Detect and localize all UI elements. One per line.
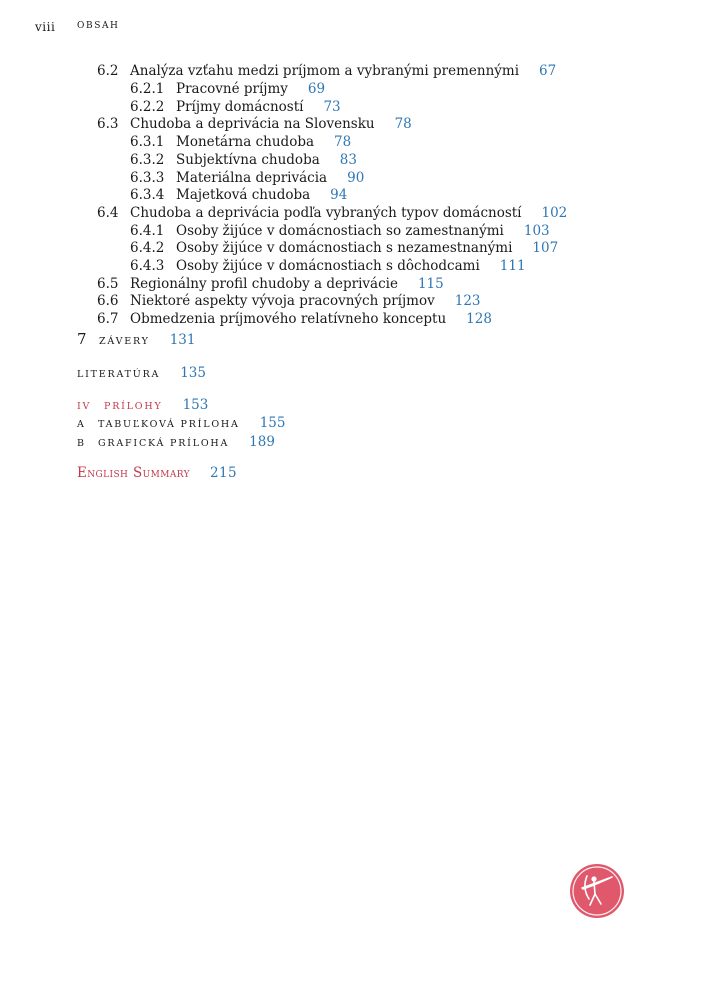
toc-page-link[interactable]: 115 <box>417 276 444 292</box>
toc-entry[interactable]: 6.3.1 Monetárna chudoba 78 <box>130 134 352 150</box>
toc-entry[interactable]: 6.3.2 Subjektívna chudoba 83 <box>130 152 357 168</box>
toc-page-link[interactable]: 78 <box>334 134 352 150</box>
toc-entry-title: Analýza vzťahu medzi príjmom a vybranými premennými <box>130 63 520 79</box>
toc-entry[interactable]: 6.2 Analýza vzťahu medzi príjmom a vybranými premennými 67 <box>97 63 557 79</box>
toc-entry-title: Osoby žijúce v domácnostiach so zamestnanými <box>176 223 504 239</box>
chapter-title: OBSAH <box>77 21 120 31</box>
page-number: viii <box>35 20 56 34</box>
toc-chapter-entry[interactable] <box>77 364 206 384</box>
toc-entry-title: Pracovné príjmy <box>176 81 288 97</box>
toc-page-link[interactable]: 73 <box>323 99 341 115</box>
toc-appendix-entry[interactable]: B GRAFICKÁ PRÍLOHA 189 <box>77 434 275 450</box>
toc-page-link[interactable]: 102 <box>541 205 568 221</box>
toc-page-link[interactable]: 83 <box>339 152 357 168</box>
archer-figure-icon <box>570 864 624 918</box>
toc-english-summary-entry[interactable] <box>77 464 237 482</box>
toc-entry[interactable]: 6.4.1 Osoby žijúce v domácnostiach so zamestnanými 103 <box>130 223 550 239</box>
toc-entry[interactable]: 6.6 Niektoré aspekty vývoja pracovných príjmov 123 <box>97 293 481 309</box>
toc-entry[interactable]: 6.3.4 Majetková chudoba 94 <box>130 187 348 203</box>
toc-chapter-title: ZÁVERY <box>99 336 150 347</box>
toc-chapter-title: LITERATÚRA <box>77 369 161 380</box>
toc-entry-title: Osoby žijúce v domácnostiach s nezamestnanými <box>176 240 513 256</box>
toc-page-link[interactable]: 90 <box>347 170 365 186</box>
toc-entry[interactable]: 6.7 Obmedzenia príjmového relatívneho konceptu 128 <box>97 311 492 327</box>
toc-entry[interactable]: 6.4.2 Osoby žijúce v domácnostiach s nezamestnanými 107 <box>130 240 559 256</box>
toc-entry-title: Materiálna deprivácia <box>176 170 328 186</box>
toc-page-link[interactable]: 78 <box>394 116 412 132</box>
toc-page-link[interactable]: 135 <box>180 365 206 381</box>
toc-page-link[interactable]: 131 <box>169 332 196 348</box>
toc-entry-title: Príjmy domácností <box>176 99 304 115</box>
toc-page-link[interactable]: 153 <box>182 397 209 413</box>
toc-english-summary-title: English Summary <box>77 465 190 481</box>
toc-page-link[interactable]: 103 <box>523 223 550 239</box>
toc-entry[interactable]: 6.5 Regionálny profil chudoby a deprivácie 115 <box>97 276 444 292</box>
toc-appendix-entry[interactable]: A TABUĽKOVÁ PRÍLOHA 155 <box>77 415 286 431</box>
toc-appendix-title: GRAFICKÁ PRÍLOHA <box>98 438 230 449</box>
toc-entry[interactable]: 6.4 Chudoba a deprivácia podľa vybraných typov domácností 102 <box>97 205 568 221</box>
toc-part-entry[interactable]: IV PRÍLOHY 153 <box>77 397 209 413</box>
toc-entry[interactable]: 6.2.1 Pracovné príjmy 69 <box>130 81 326 97</box>
toc-page-link[interactable]: 155 <box>259 415 286 431</box>
toc-page-link[interactable]: 111 <box>499 258 526 274</box>
toc-page-link[interactable]: 128 <box>466 311 492 327</box>
toc-entry-title: Majetková chudoba <box>176 187 311 203</box>
toc-entry[interactable]: 6.2.2 Príjmy domácností 73 <box>130 99 341 115</box>
publisher-logo-archer-icon <box>570 864 624 918</box>
toc-entry[interactable]: 6.3 Chudoba a deprivácia na Slovensku 78 <box>97 116 412 132</box>
toc-page-link[interactable]: 123 <box>454 293 481 309</box>
toc-appendix-title: TABUĽKOVÁ PRÍLOHA <box>98 419 240 430</box>
toc-entry-title: Chudoba a deprivácia na Slovensku <box>130 116 375 132</box>
toc-entry-title: Niektoré aspekty vývoja pracovných príjmov <box>130 293 435 309</box>
toc-page-link[interactable]: 69 <box>307 81 326 97</box>
toc-entry[interactable]: 6.4.3 Osoby žijúce v domácnostiach s dôchodcami 111 <box>130 258 526 274</box>
toc-entry-title: Chudoba a deprivácia podľa vybraných typov domácností <box>130 205 522 221</box>
toc-entry-title: Monetárna chudoba <box>176 134 315 150</box>
toc-entry[interactable]: 6.3.3 Materiálna deprivácia 90 <box>130 170 365 186</box>
toc-page-link[interactable]: 107 <box>532 240 559 256</box>
toc-entry-title: Regionálny profil chudoby a deprivácie <box>130 276 398 292</box>
toc-page-link[interactable]: 94 <box>330 187 348 203</box>
toc-chapter-entry[interactable]: 7 ZÁVERY 131 <box>77 330 196 348</box>
toc-part-title: PRÍLOHY <box>104 401 163 412</box>
running-header <box>35 20 120 34</box>
toc-page-link[interactable]: 67 <box>539 63 557 79</box>
toc-entry-title: Osoby žijúce v domácnostiach s dôchodcami <box>176 258 480 274</box>
toc-entry-title: Obmedzenia príjmového relatívneho konceptu <box>130 311 447 327</box>
toc-page-link[interactable]: 215 <box>209 465 237 481</box>
toc-page-link[interactable]: 189 <box>249 434 275 450</box>
toc-entry-title: Subjektívna chudoba <box>176 152 320 168</box>
